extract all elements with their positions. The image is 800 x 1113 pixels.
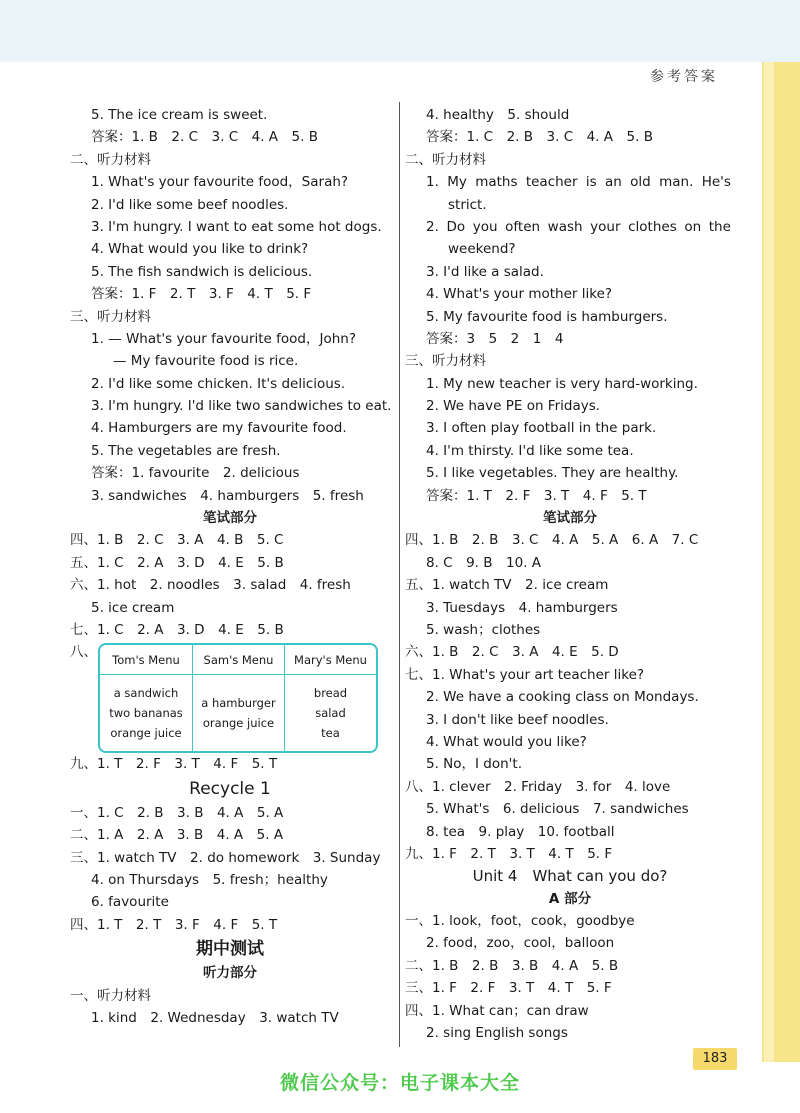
- answer-line: 七、1. What's your art teacher like?: [405, 666, 645, 683]
- menu-header: Mary's Menu: [284, 645, 376, 675]
- answer-line: 答案：1. F 2. T 3. F 4. T 5. F: [91, 286, 312, 303]
- menu-cell-sam: a hamburger orange juice: [192, 675, 284, 751]
- answer-line: 3. I don't like beef noodles.: [426, 711, 609, 728]
- answer-line: 5. No，I don't.: [426, 756, 522, 773]
- section-heading: 二、听力材料: [70, 151, 151, 168]
- answer-line: 一、1. look，foot，cook，goodbye: [405, 913, 635, 930]
- answer-line: 二、1. A 2. A 3. B 4. A 5. A: [70, 827, 284, 844]
- right-column: [405, 104, 735, 1044]
- menu-cell-mary: bread salad tea: [284, 675, 376, 751]
- answer-line: 八、1. clever 2. Friday 3. for 4. love: [405, 778, 671, 795]
- answer-line: 四、1. B 2. B 3. C 4. A 5. A 6. A 7. C: [405, 532, 699, 549]
- section-title: 笔试部分: [203, 510, 257, 527]
- answer-line: 4. on Thursdays 5. fresh；healthy: [91, 871, 328, 888]
- text-line: 2. I'd like some beef noodles.: [91, 196, 289, 213]
- text-line: 4. What would you like to drink?: [91, 241, 309, 258]
- section-heading: 二、听力材料: [405, 151, 486, 168]
- answer-line: 答案：1. C 2. B 3. C 4. A 5. B: [426, 129, 653, 146]
- answer-line: 4. healthy 5. should: [426, 107, 570, 123]
- text-line: 3. I often play football in the park.: [426, 420, 657, 437]
- text-line: 4. What's your mother like?: [426, 286, 613, 303]
- answer-line: 答案：1. favourite 2. delicious: [91, 465, 300, 482]
- page-number: 183: [693, 1048, 737, 1070]
- answer-line: 答案：1. T 2. F 3. T 4. F 5. T: [426, 487, 647, 504]
- text-line-justified: 2. Do you often wash your clothes on the: [426, 218, 731, 235]
- answer-line: 6. favourite: [91, 894, 169, 911]
- answer-line: 2. sing English songs: [426, 1025, 568, 1042]
- answer-line: 六、1. hot 2. noodles 3. salad 4. fresh: [70, 577, 351, 594]
- text-line-justified: 1. My maths teacher is an old man. He's: [426, 174, 731, 191]
- answer-line: 答案：1. B 2. C 3. C 4. A 5. B: [91, 129, 318, 146]
- text-line: 1. My new teacher is very hard-working.: [426, 375, 698, 392]
- page-edge-strip-inner: [764, 62, 774, 1062]
- menu-header: Tom's Menu: [100, 645, 192, 675]
- answer-line: 2. We have a cooking class on Mondays.: [426, 689, 699, 706]
- menu-header: Sam's Menu: [192, 645, 284, 675]
- text-line: 4. I'm thirsty. I'd like some tea.: [426, 442, 634, 459]
- section-heading: 一、听力材料: [70, 987, 151, 1004]
- section-title: 笔试部分: [543, 510, 597, 527]
- text-line: 2. We have PE on Fridays.: [426, 398, 601, 415]
- unit-heading: Recycle 1: [189, 778, 271, 799]
- answer-line: 五、1. C 2. A 3. D 4. E 5. B: [70, 554, 284, 571]
- answer-line: 一、1. C 2. B 3. B 4. A 5. A: [70, 804, 284, 821]
- answer-line: 二、1. B 2. B 3. B 4. A 5. B: [405, 957, 619, 974]
- header-band: [0, 0, 800, 62]
- answer-line: 5. wash；clothes: [426, 621, 541, 638]
- section-title: 听力部分: [203, 965, 257, 982]
- exam-heading: 期中测试: [196, 939, 264, 960]
- watermark-text: 微信公众号：电子课本大全: [279, 1072, 520, 1094]
- answer-line: 四、1. What can；can draw: [405, 1002, 589, 1019]
- answer-line: 答案：3 5 2 1 4: [426, 330, 564, 347]
- answer-line: 九、1. F 2. T 3. T 4. T 5. F: [405, 845, 613, 862]
- answer-line: 3. Tuesdays 4. hamburgers: [426, 599, 618, 616]
- header-title: 参考答案: [650, 69, 718, 85]
- answer-line: 三、1. watch TV 2. do homework 3. Sunday: [70, 849, 381, 866]
- answer-line: 5. ice cream: [91, 599, 175, 616]
- answer-line: 三、1. F 2. F 3. T 4. T 5. F: [405, 980, 612, 997]
- text-line: 3. I'd like a salad.: [426, 263, 544, 280]
- answer-line: 2. food，zoo，cool，balloon: [426, 935, 615, 952]
- menu-block: [70, 641, 390, 753]
- answer-line: 七、1. C 2. A 3. D 4. E 5. B: [70, 621, 284, 638]
- text-line: 4. Hamburgers are my favourite food.: [91, 420, 347, 437]
- text-line: 5. I like vegetables. They are healthy.: [426, 465, 679, 482]
- answer-line: 1. kind 2. Wednesday 3. watch TV: [91, 1009, 339, 1026]
- answer-line: 九、1. T 2. F 3. T 4. F 5. T: [70, 756, 278, 773]
- text-line: 3. I'm hungry. I'd like two sandwiches to eat.: [91, 398, 392, 415]
- unit-heading: Unit 4 What can you do?: [472, 867, 668, 886]
- answer-line: 六、1. B 2. C 3. A 4. E 5. D: [405, 644, 619, 661]
- left-column: [70, 104, 390, 1029]
- answer-line: 5. What's 6. delicious 7. sandwiches: [426, 801, 689, 818]
- text-line: 1. — What's your favourite food，John?: [91, 330, 356, 347]
- text-line: strict.: [448, 196, 487, 213]
- answer-line: 四、1. B 2. C 3. A 4. B 5. C: [70, 532, 284, 549]
- column-divider: [399, 102, 400, 1047]
- answer-line: 4. What would you like?: [426, 733, 587, 750]
- text-line: — My favourite food is rice.: [113, 353, 299, 370]
- text-line: weekend?: [448, 241, 516, 258]
- text-line: 5. The fish sandwich is delicious.: [91, 263, 313, 280]
- section-title: A 部分: [548, 890, 592, 907]
- text-line: 5. The vegetables are fresh.: [91, 442, 281, 459]
- answer-line: 8. tea 9. play 10. football: [426, 823, 615, 840]
- text-line: 3. I'm hungry. I want to eat some hot dogs.: [91, 218, 382, 235]
- section-heading: 三、听力材料: [70, 308, 151, 325]
- answer-line: 四、1. T 2. T 3. F 4. F 5. T: [70, 916, 278, 933]
- answer-line: 五、1. watch TV 2. ice cream: [405, 577, 609, 594]
- text-line: 5. My favourite food is hamburgers.: [426, 308, 668, 325]
- menu-label: 八、: [70, 644, 97, 661]
- answer-line: 8. C 9. B 10. A: [426, 554, 542, 571]
- menu-cell-tom: a sandwich two bananas orange juice: [109, 686, 183, 741]
- text-line: 5. The ice cream is sweet.: [91, 107, 268, 123]
- section-heading: 三、听力材料: [405, 353, 486, 370]
- menu-table: [98, 643, 378, 753]
- text-line: 2. I'd like some chicken. It's delicious.: [91, 375, 346, 392]
- answer-line: 3. sandwiches 4. hamburgers 5. fresh: [91, 487, 364, 504]
- text-line: 1. What's your favourite food，Sarah?: [91, 174, 349, 191]
